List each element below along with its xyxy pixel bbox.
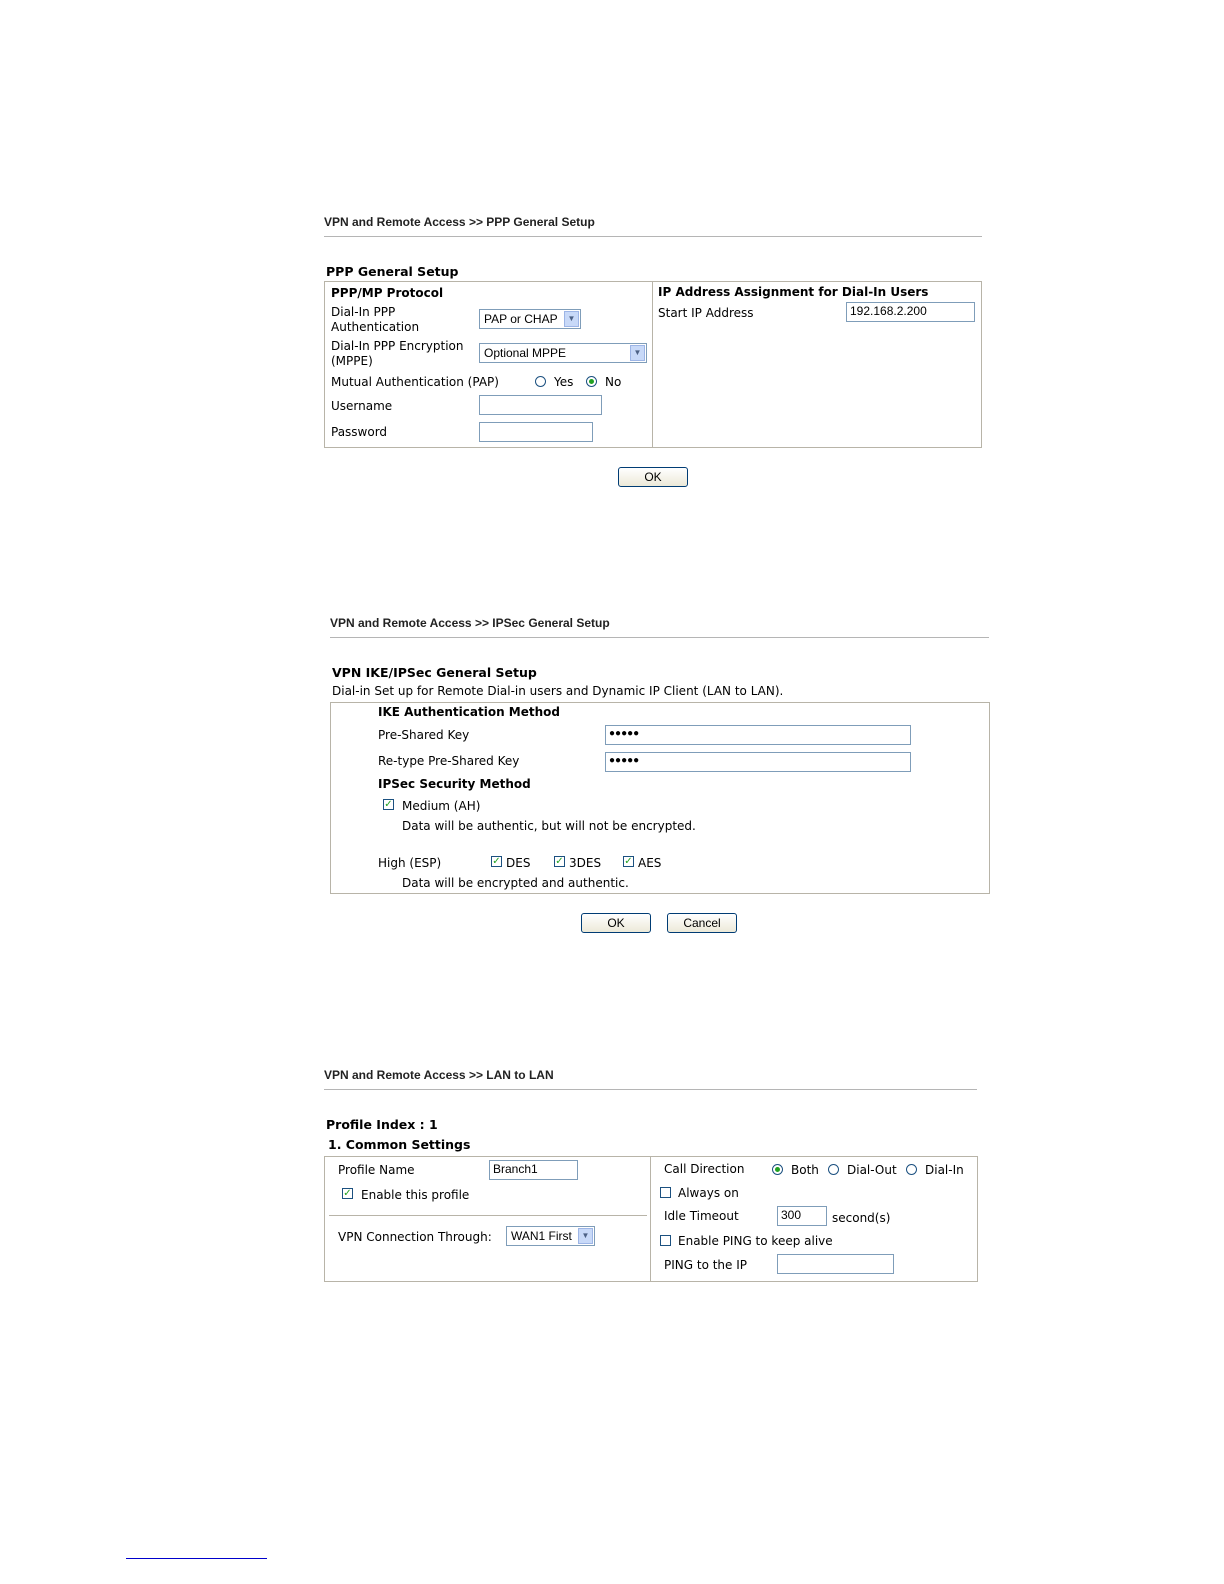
aes-label: AES bbox=[638, 856, 662, 870]
username-input[interactable] bbox=[479, 395, 602, 415]
des-label: DES bbox=[506, 856, 531, 870]
ip-assign-header: IP Address Assignment for Dial-In Users bbox=[658, 285, 929, 299]
3des-checkbox[interactable]: ✓ bbox=[555, 856, 564, 867]
idle-timeout-label: Idle Timeout bbox=[664, 1209, 739, 1223]
profile-name-input[interactable]: Branch1 bbox=[489, 1160, 578, 1180]
chevron-down-icon: ▼ bbox=[630, 345, 645, 361]
mutual-no-radio[interactable] bbox=[586, 376, 597, 387]
ike-header: IKE Authentication Method bbox=[378, 705, 560, 719]
dir-in-label: Dial-In bbox=[925, 1163, 964, 1177]
vpn-through-value: WAN1 First bbox=[511, 1229, 572, 1243]
mutual-auth-label: Mutual Authentication (PAP) bbox=[331, 375, 499, 389]
username-label: Username bbox=[331, 399, 393, 413]
dir-in-radio[interactable] bbox=[906, 1164, 917, 1175]
enable-ping-checkbox[interactable] bbox=[660, 1235, 671, 1246]
dir-out-label: Dial-Out bbox=[847, 1163, 897, 1177]
password-label: Password bbox=[331, 425, 388, 439]
aes-checkbox[interactable]: ✓ bbox=[624, 856, 633, 867]
ppp-divider bbox=[324, 236, 982, 237]
dir-both-radio[interactable] bbox=[772, 1164, 783, 1175]
high-esp-desc: Data will be encrypted and authentic. bbox=[402, 876, 629, 890]
medium-ah-checkbox[interactable]: ✓ bbox=[384, 799, 393, 810]
idle-timeout-input[interactable]: 300 bbox=[777, 1206, 827, 1226]
lan-divider bbox=[324, 1089, 977, 1090]
dialin-enc-select[interactable] bbox=[479, 343, 647, 363]
psk-input[interactable]: ●●●●● bbox=[605, 725, 911, 745]
ppp-protocol-header: PPP/MP Protocol bbox=[331, 286, 444, 300]
dialin-auth-select[interactable] bbox=[479, 309, 581, 329]
mutual-yes-radio[interactable] bbox=[535, 376, 546, 387]
medium-ah-desc: Data will be authentic, but will not be encrypted. bbox=[402, 819, 696, 833]
ipsec-ok-button[interactable]: OK bbox=[581, 913, 651, 933]
start-ip-label: Start IP Address bbox=[658, 306, 754, 320]
dir-both-label: Both bbox=[791, 1163, 819, 1177]
enable-profile-label: Enable this profile bbox=[361, 1188, 470, 1202]
password-input[interactable] bbox=[479, 422, 593, 442]
ipsec-cancel-button[interactable]: Cancel bbox=[667, 913, 737, 933]
enable-ping-label: Enable PING to keep alive bbox=[678, 1234, 833, 1248]
ipsec-subtitle: Dial-in Set up for Remote Dial-in users and Dynamic IP Client (LAN to LAN). bbox=[332, 684, 784, 698]
common-settings-title: 1. Common Settings bbox=[328, 1137, 471, 1152]
profile-name-label: Profile Name bbox=[338, 1163, 415, 1177]
ipsec-breadcrumb: VPN and Remote Access >> IPSec General Setup bbox=[330, 616, 610, 630]
call-direction-label: Call Direction bbox=[664, 1162, 745, 1176]
ppp-section-title: PPP General Setup bbox=[326, 264, 459, 279]
ipsec-divider bbox=[330, 637, 989, 638]
3des-label: 3DES bbox=[569, 856, 602, 870]
des-checkbox[interactable]: ✓ bbox=[492, 856, 501, 867]
security-header: IPSec Security Method bbox=[378, 777, 531, 791]
profile-index: Profile Index : 1 bbox=[326, 1117, 438, 1132]
mutual-no-label: No bbox=[605, 375, 622, 389]
ipsec-section-title: VPN IKE/IPSec General Setup bbox=[332, 665, 537, 680]
lan-panel-divider bbox=[650, 1157, 651, 1281]
enable-profile-checkbox[interactable]: ✓ bbox=[343, 1188, 352, 1199]
lan-left-divider bbox=[329, 1215, 647, 1216]
chevron-down-icon: ▼ bbox=[564, 311, 579, 327]
chevron-down-icon: ▼ bbox=[578, 1228, 593, 1244]
vpn-through-select[interactable] bbox=[506, 1226, 595, 1246]
dialin-auth-label-2: Authentication bbox=[331, 320, 420, 334]
ppp-breadcrumb: VPN and Remote Access >> PPP General Setup bbox=[324, 215, 595, 229]
dialin-enc-label-2: (MPPE) bbox=[331, 354, 373, 368]
dialin-enc-value: Optional MPPE bbox=[484, 346, 567, 360]
ppp-panel-divider bbox=[652, 282, 653, 447]
dialin-auth-value: PAP or CHAP bbox=[484, 312, 558, 326]
high-esp-label: High (ESP) bbox=[378, 856, 442, 870]
lan-breadcrumb: VPN and Remote Access >> LAN to LAN bbox=[324, 1068, 554, 1082]
dir-out-radio[interactable] bbox=[828, 1164, 839, 1175]
idle-timeout-unit: second(s) bbox=[832, 1211, 891, 1225]
ping-ip-input[interactable] bbox=[777, 1254, 894, 1274]
always-on-label: Always on bbox=[678, 1186, 739, 1200]
footnote-rule bbox=[126, 1558, 267, 1559]
retype-psk-label: Re-type Pre-Shared Key bbox=[378, 754, 520, 768]
medium-ah-label: Medium (AH) bbox=[402, 799, 481, 813]
ping-ip-label: PING to the IP bbox=[664, 1258, 748, 1272]
retype-psk-input[interactable]: ●●●●● bbox=[605, 752, 911, 772]
start-ip-input[interactable]: 192.168.2.200 bbox=[846, 302, 975, 322]
always-on-checkbox[interactable] bbox=[660, 1187, 671, 1198]
psk-label: Pre-Shared Key bbox=[378, 728, 470, 742]
dialin-enc-label-1: Dial-In PPP Encryption bbox=[331, 339, 464, 353]
vpn-through-label: VPN Connection Through: bbox=[338, 1230, 492, 1244]
mutual-yes-label: Yes bbox=[554, 375, 574, 389]
dialin-auth-label-1: Dial-In PPP bbox=[331, 305, 396, 319]
ppp-ok-button[interactable]: OK bbox=[618, 467, 688, 487]
